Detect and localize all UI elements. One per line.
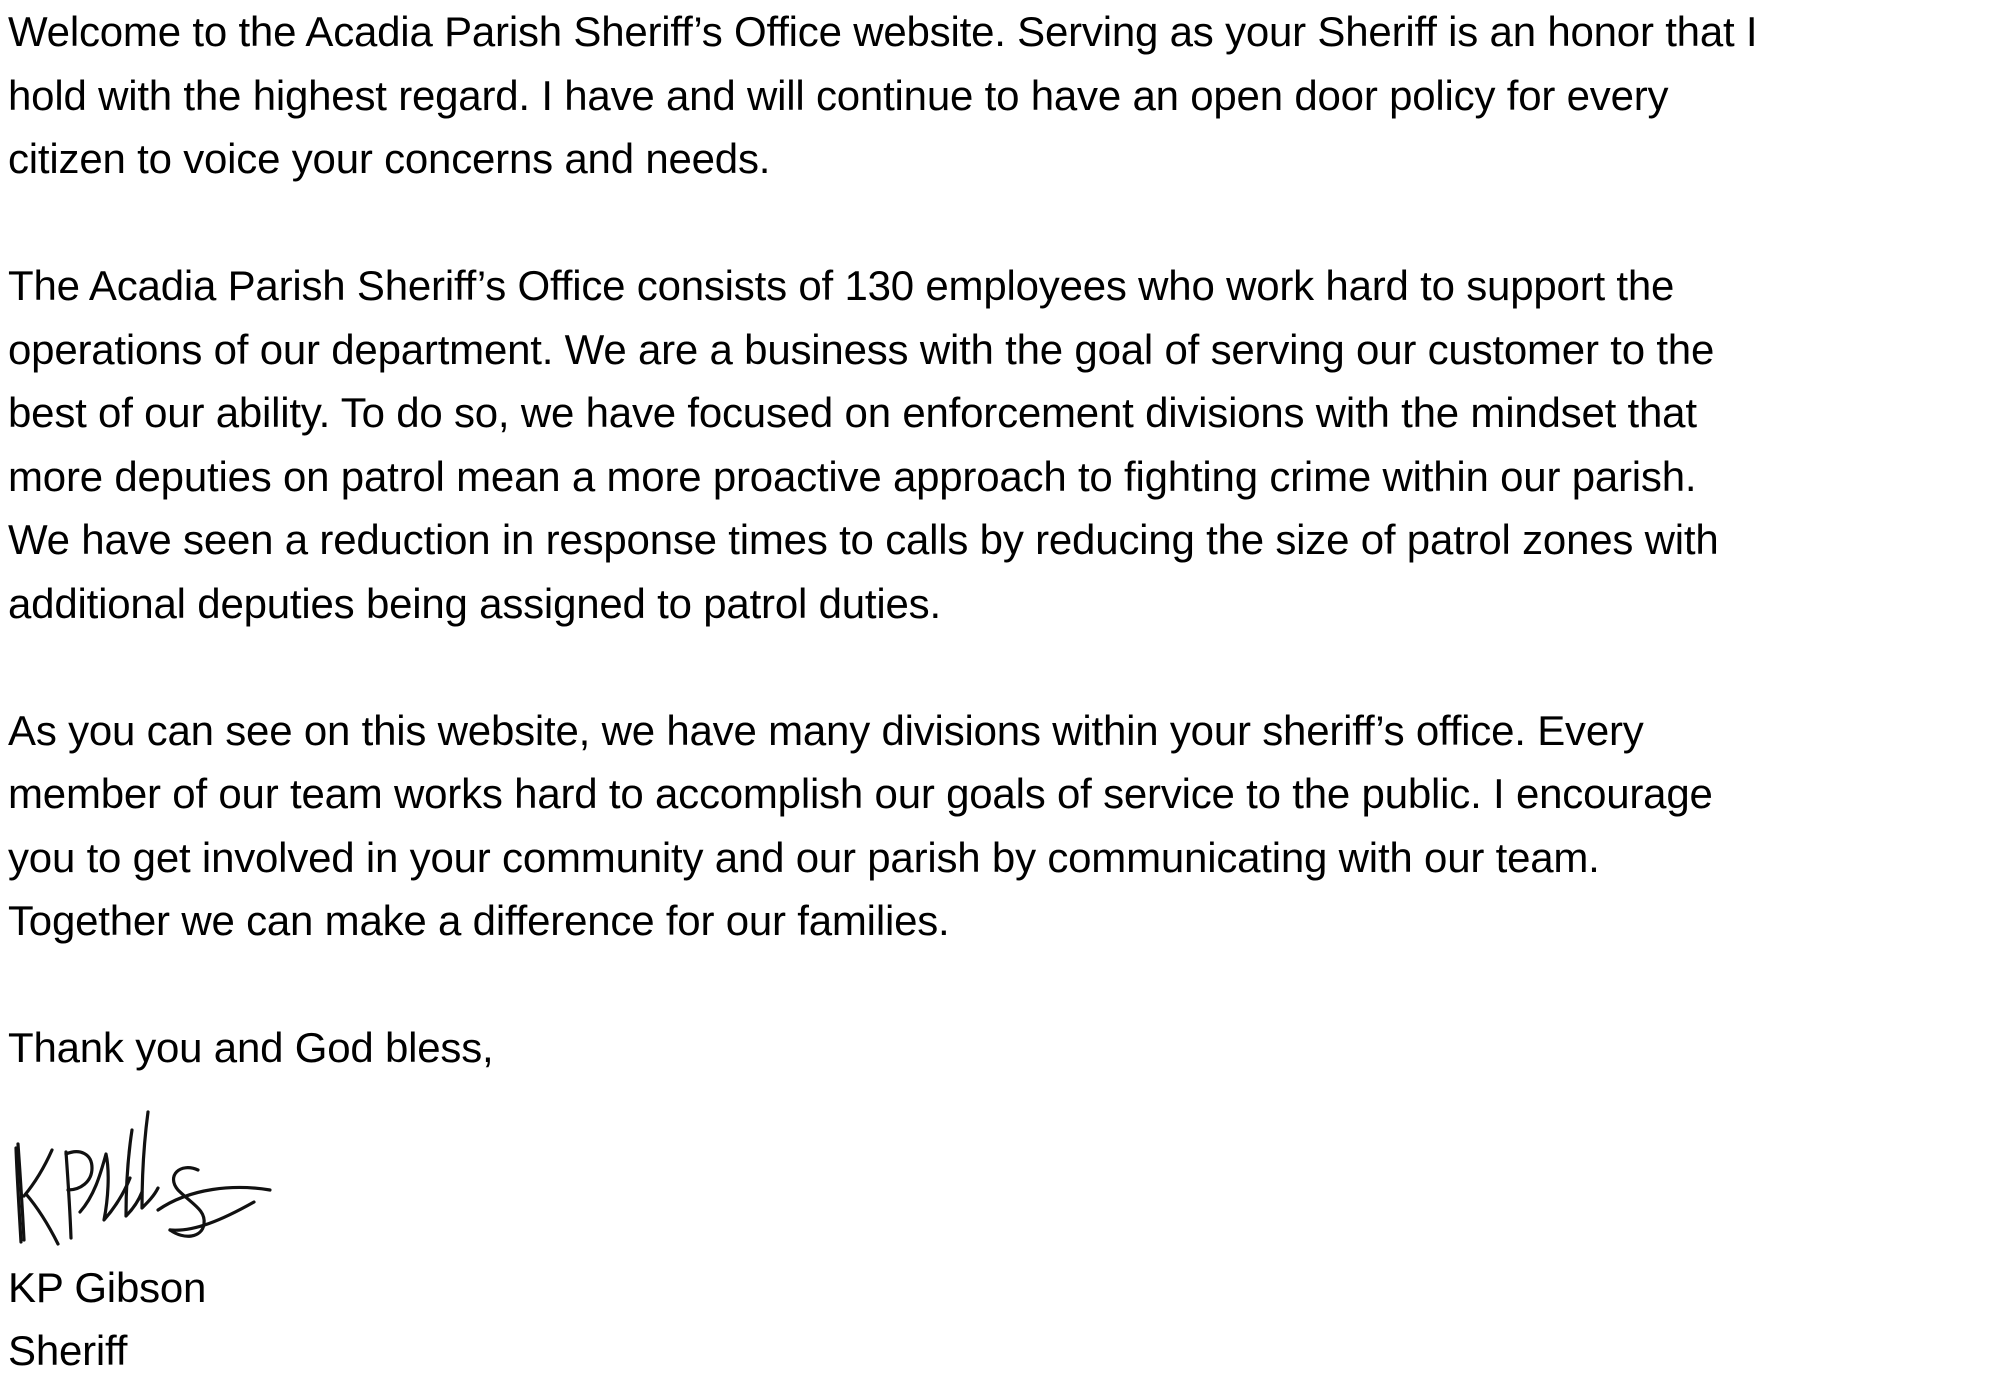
text-line: citizen to voice your concerns and needs. bbox=[8, 135, 771, 182]
paragraph-operations bbox=[8, 254, 1993, 635]
text-line: The Acadia Parish Sheriff’s Office consists of 130 employees who work hard to support the bbox=[8, 262, 1675, 309]
sheriff-letter bbox=[8, 0, 1993, 1383]
text-line: Together we can make a difference for our families. bbox=[8, 897, 950, 944]
paragraph-spacer bbox=[8, 953, 1993, 1017]
text-line: We have seen a reduction in response times to calls by reducing the size of patrol zones with bbox=[8, 516, 1719, 563]
text-line: additional deputies being assigned to patrol duties. bbox=[8, 579, 941, 627]
text-line: member of our team works hard to accomplish our goals of service to the public. I encourage bbox=[8, 770, 1713, 817]
paragraph-divisions bbox=[8, 699, 1993, 953]
text-line: best of our ability. To do so, we have focused on enforcement divisions with the mindset that bbox=[8, 389, 1697, 436]
signer-title: Sheriff bbox=[8, 1327, 128, 1374]
handwritten-signature bbox=[8, 1092, 278, 1252]
text-line: operations of our department. We are a business with the goal of serving our customer to the bbox=[8, 325, 1715, 373]
text-line: As you can see on this website, we have many divisions within your sheriff’s office. Every bbox=[8, 706, 1644, 754]
text-line: hold with the highest regard. I have and will continue to have an open door policy for every bbox=[8, 71, 1669, 119]
paragraph-welcome bbox=[8, 0, 1993, 191]
text-line: Welcome to the Acadia Parish Sheriff’s Office website. Serving as your Sheriff is an honor that I bbox=[8, 8, 1758, 55]
paragraph-spacer bbox=[8, 635, 1993, 699]
text-line: you to get involved in your community and our parish by communicating with our team. bbox=[8, 833, 1600, 881]
signer-name: KP Gibson bbox=[8, 1263, 207, 1311]
text-line: more deputies on patrol mean a more proactive approach to fighting crime within our parish. bbox=[8, 452, 1697, 500]
closing-line: Thank you and God bless, bbox=[8, 1024, 494, 1071]
paragraph-spacer bbox=[8, 191, 1993, 255]
signature-icon bbox=[8, 1092, 278, 1252]
